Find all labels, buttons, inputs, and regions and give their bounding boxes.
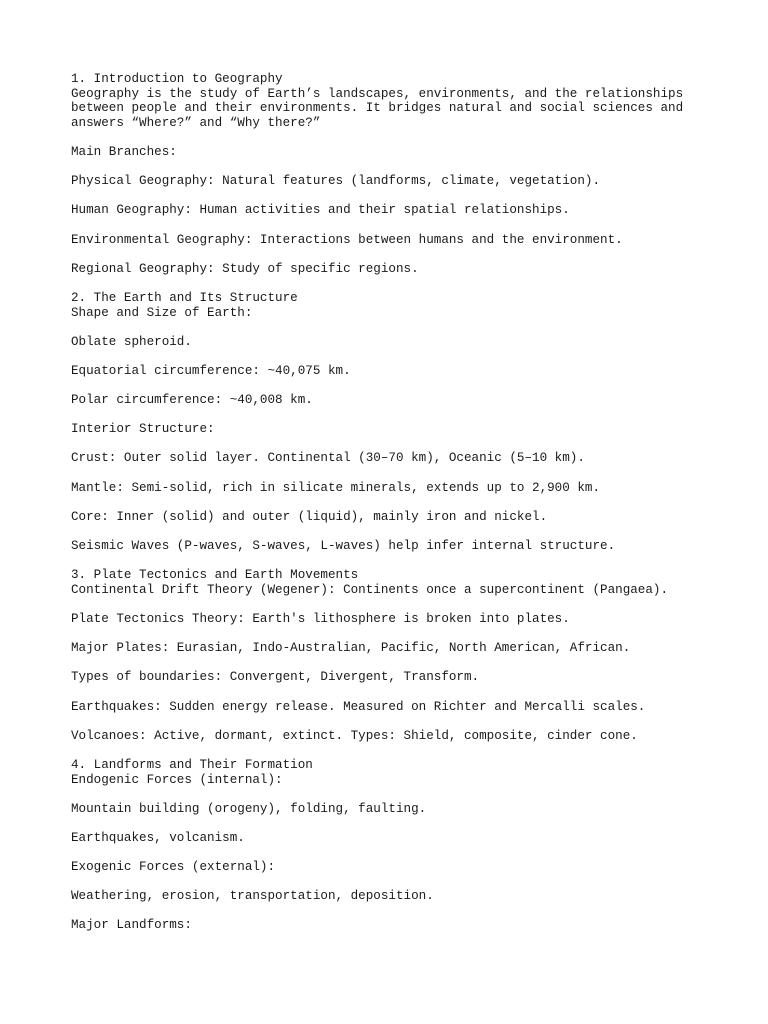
- blank-line: [71, 320, 751, 335]
- blank-line: [71, 554, 751, 569]
- blank-line: [71, 189, 751, 204]
- document-page: [71, 72, 751, 933]
- blank-line: [71, 276, 751, 291]
- text-line: Oblate spheroid.: [71, 334, 192, 349]
- subheading: Main Branches:: [71, 144, 177, 159]
- text-line: Weathering, erosion, transportation, deposition.: [71, 889, 434, 904]
- subheading: Interior Structure:: [71, 422, 215, 437]
- text-line: Continental Drift Theory (Wegener): Continents once a supercontinent (Pangaea).: [71, 582, 669, 597]
- text-line: Physical Geography: Natural features (landforms, climate, vegetation).: [71, 174, 601, 189]
- text-line: Earthquakes: Sudden energy release. Measured on Richter and Mercalli scales.: [71, 699, 646, 714]
- blank-line: [71, 408, 751, 423]
- text-line: Mountain building (orogeny), folding, faulting.: [71, 801, 427, 816]
- blank-line: [71, 160, 751, 175]
- text-line: Major Plates: Eurasian, Indo-Australian, Pacific, North American, African.: [71, 641, 631, 656]
- blank-line: [71, 495, 751, 510]
- blank-line: [71, 349, 751, 364]
- subheading: Endogenic Forces (internal):: [71, 772, 283, 787]
- subheading: Major Landforms:: [71, 918, 192, 933]
- blank-line: [71, 685, 751, 700]
- text-line: Earthquakes, volcanism.: [71, 830, 245, 845]
- blank-line: [71, 597, 751, 612]
- section-heading: 4. Landforms and Their Formation: [71, 757, 313, 772]
- blank-line: [71, 875, 751, 890]
- blank-line: [71, 218, 751, 233]
- blank-line: [71, 524, 751, 539]
- text-line: Seismic Waves (P-waves, S-waves, L-waves) help infer internal structure.: [71, 539, 616, 553]
- text-line: answers “Where?” and “Why there?”: [71, 115, 321, 130]
- section-heading: 1. Introduction to Geography: [71, 72, 283, 86]
- blank-line: [71, 466, 751, 481]
- text-line: Polar circumference: ~40,008 km.: [71, 393, 313, 408]
- blank-line: [71, 627, 751, 642]
- text-line: Environmental Geography: Interactions between humans and the environment.: [71, 232, 623, 247]
- section-heading: 3. Plate Tectonics and Earth Movements: [71, 568, 359, 583]
- blank-line: [71, 656, 751, 671]
- text-line: between people and their environments. It bridges natural and social sciences and: [71, 101, 684, 116]
- text-line: Mantle: Semi-solid, rich in silicate minerals, extends up to 2,900 km.: [71, 480, 601, 495]
- text-line: Geography is the study of Earth’s landscapes, environments, and the relationships: [71, 86, 684, 101]
- text-line: Human Geography: Human activities and their spatial relationships.: [71, 203, 570, 218]
- blank-line: [71, 130, 751, 145]
- text-line: Crust: Outer solid layer. Continental (30–70 km), Oceanic (5–10 km).: [71, 451, 585, 466]
- blank-line: [71, 816, 751, 831]
- blank-line: [71, 845, 751, 860]
- blank-line: [71, 743, 751, 758]
- text-line: Equatorial circumference: ~40,075 km.: [71, 363, 351, 378]
- text-line: Regional Geography: Study of specific regions.: [71, 261, 419, 276]
- blank-line: [71, 437, 751, 452]
- blank-line: [71, 904, 751, 919]
- subheading: Exogenic Forces (external):: [71, 860, 276, 875]
- subheading: Shape and Size of Earth:: [71, 305, 253, 320]
- text-line: Plate Tectonics Theory: Earth's lithosphere is broken into plates.: [71, 611, 570, 626]
- section-heading: 2. The Earth and Its Structure: [71, 290, 298, 305]
- blank-line: [71, 714, 751, 729]
- text-line: Volcanoes: Active, dormant, extinct. Types: Shield, composite, cinder cone.: [71, 728, 638, 743]
- blank-line: [71, 378, 751, 393]
- text-line: Core: Inner (solid) and outer (liquid), mainly iron and nickel.: [71, 509, 548, 524]
- blank-line: [71, 787, 751, 802]
- blank-line: [71, 247, 751, 262]
- text-line: Types of boundaries: Convergent, Divergent, Transform.: [71, 670, 480, 685]
